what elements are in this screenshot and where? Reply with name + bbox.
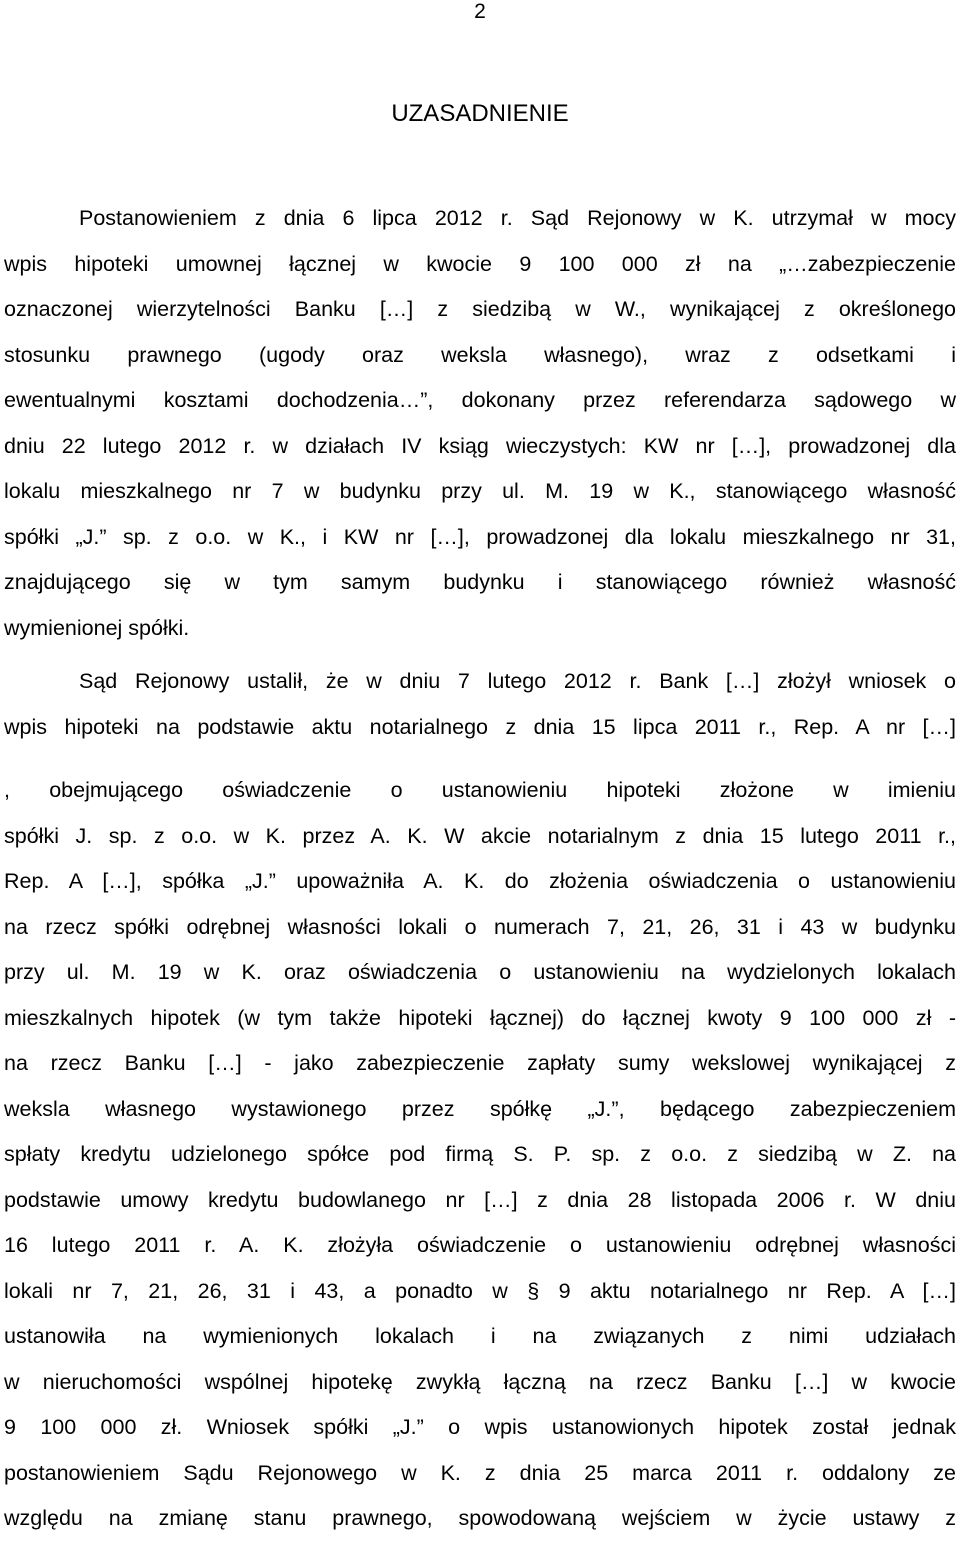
paragraph-line: Postanowieniem z dnia 6 lipca 2012 r. Sąd Rejonowy w K. utrzymał w mocy bbox=[79, 206, 956, 230]
paragraph-line: spółki „J.” sp. z o.o. w K., i KW nr […], prowadzonej dla lokalu mieszkalnego nr 31, bbox=[4, 524, 956, 549]
paragraph-line: znajdującego się w tym samym budynku i stanowiącego również własność bbox=[4, 570, 956, 594]
paragraph-line: 16 lutego 2011 r. A. K. złożyła oświadczenie o ustanowieniu odrębnej własności bbox=[4, 1233, 956, 1257]
paragraph-line: względu na zmianę stanu prawnego, spowodowaną wejściem w życie ustawy z bbox=[4, 1506, 956, 1530]
paragraph-line: , obejmującego oświadczenie o ustanowieniu hipoteki złożone w imieniu bbox=[4, 778, 956, 802]
paragraph-line: Sąd Rejonowy ustalił, że w dniu 7 lutego 2012 r. Bank […] złożył wniosek o bbox=[79, 669, 956, 693]
paragraph-line: postanowieniem Sądu Rejonowego w K. z dnia 25 marca 2011 r. oddalony ze bbox=[4, 1460, 956, 1485]
paragraph-line: spółki J. sp. z o.o. w K. przez A. K. W akcie notarialnym z dnia 15 lutego 2011 r., bbox=[4, 823, 956, 848]
paragraph-line: na rzecz Banku […] - jako zabezpieczenie zapłaty sumy wekslowej wynikającej z bbox=[4, 1051, 956, 1075]
paragraph-line: Rep. A […], spółka „J.” upoważniła A. K. do złożenia oświadczenia o ustanowieniu bbox=[4, 869, 956, 893]
paragraph-line: wpis hipoteki na podstawie aktu notarialnego z dnia 15 lipca 2011 r., Rep. A nr […] bbox=[4, 714, 956, 739]
paragraph-line: przy ul. M. 19 w K. oraz oświadczenia o ustanowieniu na wydzielonych lokalach bbox=[4, 960, 956, 984]
paragraph-line: podstawie umowy kredytu budowlanego nr […] z dnia 28 listopada 2006 r. W dniu bbox=[4, 1187, 956, 1212]
paragraph-2 bbox=[4, 659, 956, 1542]
paragraph-line: stosunku prawnego (ugody oraz weksla własnego), wraz z odsetkami i bbox=[4, 342, 956, 367]
paragraph-line: ustanowiła na wymienionych lokalach i na związanych z nimi udziałach bbox=[4, 1324, 956, 1348]
paragraph-line: na rzecz spółki odrębnej własności lokali o numerach 7, 21, 26, 31 i 43 w budynku bbox=[4, 914, 956, 939]
paragraph-line: wymienionej spółki. bbox=[4, 615, 190, 640]
document-body bbox=[4, 196, 956, 1542]
paragraph-line: weksla własnego wystawionego przez spółkę „J.”, będącego zabezpieczeniem bbox=[4, 1096, 956, 1121]
line-gap bbox=[4, 750, 956, 768]
paragraph-gap bbox=[4, 651, 956, 659]
paragraph-line: oznaczonej wierzytelności Banku […] z siedzibą w W., wynikającej z określonego bbox=[4, 297, 956, 321]
paragraph-line: ewentualnymi kosztami dochodzenia…”, dokonany przez referendarza sądowego w bbox=[4, 388, 956, 412]
page-number: 2 bbox=[474, 0, 486, 23]
paragraph-line: 9 100 000 zł. Wniosek spółki „J.” o wpis ustanowionych hipotek został jednak bbox=[4, 1415, 956, 1439]
paragraph-1 bbox=[4, 196, 956, 651]
document-title: UZASADNIENIE bbox=[391, 100, 569, 127]
paragraph-line: lokalu mieszkalnego nr 7 w budynku przy ul. M. 19 w K., stanowiącego własność bbox=[4, 479, 956, 503]
paragraph-line: w nieruchomości wspólnej hipotekę zwykłą łączną na rzecz Banku […] w kwocie bbox=[4, 1369, 956, 1394]
paragraph-line: dniu 22 lutego 2012 r. w działach IV ksiąg wieczystych: KW nr […], prowadzonej dla bbox=[4, 433, 956, 458]
paragraph-line: lokali nr 7, 21, 26, 31 i 43, a ponadto w § 9 aktu notarialnego nr Rep. A […] bbox=[4, 1278, 956, 1303]
paragraph-line: spłaty kredytu udzielonego spółce pod firmą S. P. sp. z o.o. z siedzibą w Z. na bbox=[4, 1142, 956, 1166]
paragraph-line: mieszkalnych hipotek (w tym także hipoteki łącznej) do łącznej kwoty 9 100 000 zł - bbox=[4, 1005, 956, 1030]
paragraph-line: wpis hipoteki umownej łącznej w kwocie 9 100 000 zł na „…zabezpieczenie bbox=[4, 251, 956, 276]
